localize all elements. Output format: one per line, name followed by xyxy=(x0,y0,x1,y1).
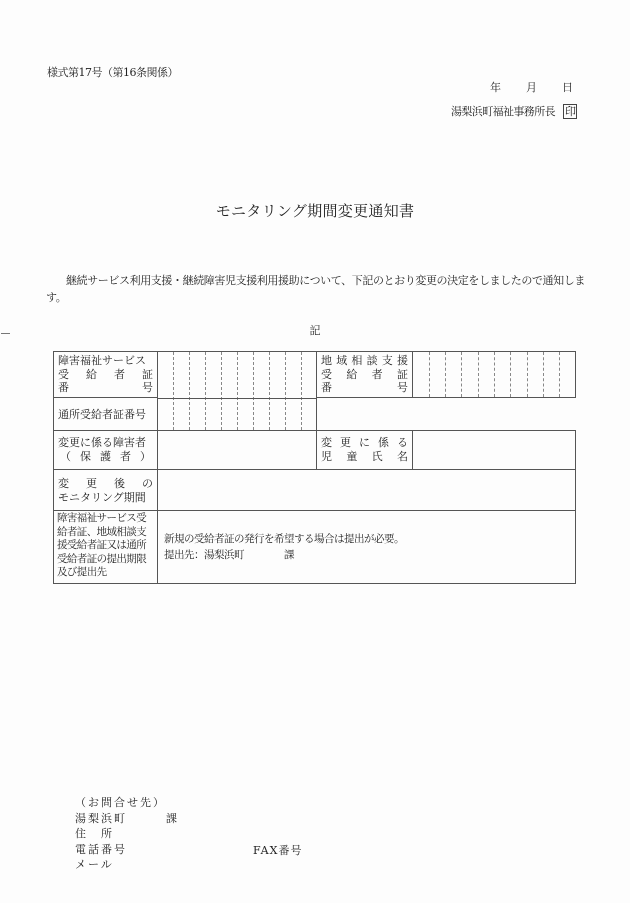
welfare-cert-label-line3 xyxy=(58,381,153,395)
contact-heading: （お問合せ先） xyxy=(75,796,166,809)
char: 保 xyxy=(80,449,91,463)
divider xyxy=(316,398,317,431)
child-label-line2 xyxy=(321,450,408,464)
char: 証 xyxy=(142,367,153,381)
community-cert-number-field[interactable] xyxy=(412,351,576,398)
char: 号 xyxy=(397,381,408,394)
char: 護 xyxy=(100,449,111,463)
welfare-cert-label xyxy=(53,351,158,398)
contact-dept: 湯梨浜町 課 xyxy=(75,811,179,825)
char: 者 xyxy=(120,449,131,463)
char: 地 xyxy=(321,354,332,367)
char: 後 xyxy=(114,477,125,490)
char: 援 xyxy=(396,354,408,367)
contact-address: 住 所 xyxy=(75,827,114,840)
char: 受 xyxy=(58,367,69,381)
day-cert-label: 通所受給者証番号 xyxy=(53,397,158,431)
char: 番 xyxy=(321,381,332,394)
community-cert-label-line3 xyxy=(321,381,408,395)
contact-phone: 電話番号 xyxy=(75,842,127,856)
child-name-field[interactable] xyxy=(412,430,576,470)
char: 童 xyxy=(346,449,358,463)
date-month: 月 xyxy=(526,81,537,94)
char: 域 xyxy=(336,354,348,367)
form-number: 様式第17号（第16条関係） xyxy=(47,66,178,79)
welfare-cert-label-line1: 障害福祉サービス xyxy=(58,354,146,367)
char: 者 xyxy=(371,367,383,381)
char: る xyxy=(397,436,408,449)
submission-line2: 提出先：湯梨浜町 課 xyxy=(164,549,294,561)
contact-fax: FAX番号 xyxy=(253,844,303,857)
person-label xyxy=(53,430,158,470)
char: 給 xyxy=(86,367,97,381)
welfare-cert-number-field[interactable] xyxy=(157,351,317,431)
char: 更 xyxy=(340,436,351,449)
char: 号 xyxy=(142,381,153,394)
period-label xyxy=(53,469,158,511)
char: 番 xyxy=(58,381,69,394)
period-label-line1 xyxy=(58,477,153,491)
char: 名 xyxy=(396,449,408,463)
char: 更 xyxy=(86,477,97,490)
child-label xyxy=(316,430,413,470)
contact-block xyxy=(75,795,179,873)
issuer-name: 湯梨浜町福祉事務所長 xyxy=(451,105,555,118)
char: 支 xyxy=(381,354,393,367)
person-label-line1: 変更に係る障害者 xyxy=(58,436,146,449)
issuer xyxy=(451,103,577,119)
person-label-line2 xyxy=(58,450,153,464)
char: 相 xyxy=(351,354,363,367)
date-line xyxy=(490,79,573,95)
community-cert-label-line2 xyxy=(321,368,408,382)
ki-heading: 記 xyxy=(309,324,321,337)
char: 児 xyxy=(321,449,332,463)
seal-stamp: 印 xyxy=(565,105,576,118)
char: 給 xyxy=(346,367,358,381)
char: 証 xyxy=(396,367,408,381)
char: （ xyxy=(60,449,71,463)
char: 変 xyxy=(58,477,69,490)
char: 談 xyxy=(366,354,378,367)
char: 変 xyxy=(321,436,332,449)
notice-body: 継続サービス利用支援・継続障害児支援利用援助について、下記のとおり変更の決定をしましたので通知します。 xyxy=(46,274,585,304)
period-field[interactable] xyxy=(157,469,576,511)
char: 者 xyxy=(114,367,125,381)
char: 受 xyxy=(321,367,332,381)
submission-line1: 新規の受給者証の発行を希望する場合は提出が必要。 xyxy=(164,533,404,545)
document-title: モニタリング期間変更通知書 xyxy=(215,202,415,220)
submission-label: 障害福祉サービス受給者証、地域相談支援受給者証又は通所受給者証の提出期限及び提出先 xyxy=(53,510,158,584)
submission-content xyxy=(157,510,576,584)
person-name-field[interactable] xyxy=(157,430,317,470)
char: 氏 xyxy=(371,449,383,463)
contact-mail: メール xyxy=(75,858,114,871)
community-cert-label-line1 xyxy=(321,354,408,368)
char: ） xyxy=(140,449,151,463)
date-year: 年 xyxy=(490,81,501,94)
period-label-line2: モニタリング期間 xyxy=(58,490,146,504)
char: 係 xyxy=(378,436,389,449)
char: の xyxy=(142,477,153,490)
date-day: 日 xyxy=(562,81,573,94)
char: に xyxy=(359,436,370,449)
child-label-line1 xyxy=(321,436,408,450)
community-cert-label xyxy=(316,351,413,398)
margin-mark xyxy=(1,333,10,334)
welfare-cert-label-line2 xyxy=(58,368,153,382)
notice-table xyxy=(53,351,576,584)
